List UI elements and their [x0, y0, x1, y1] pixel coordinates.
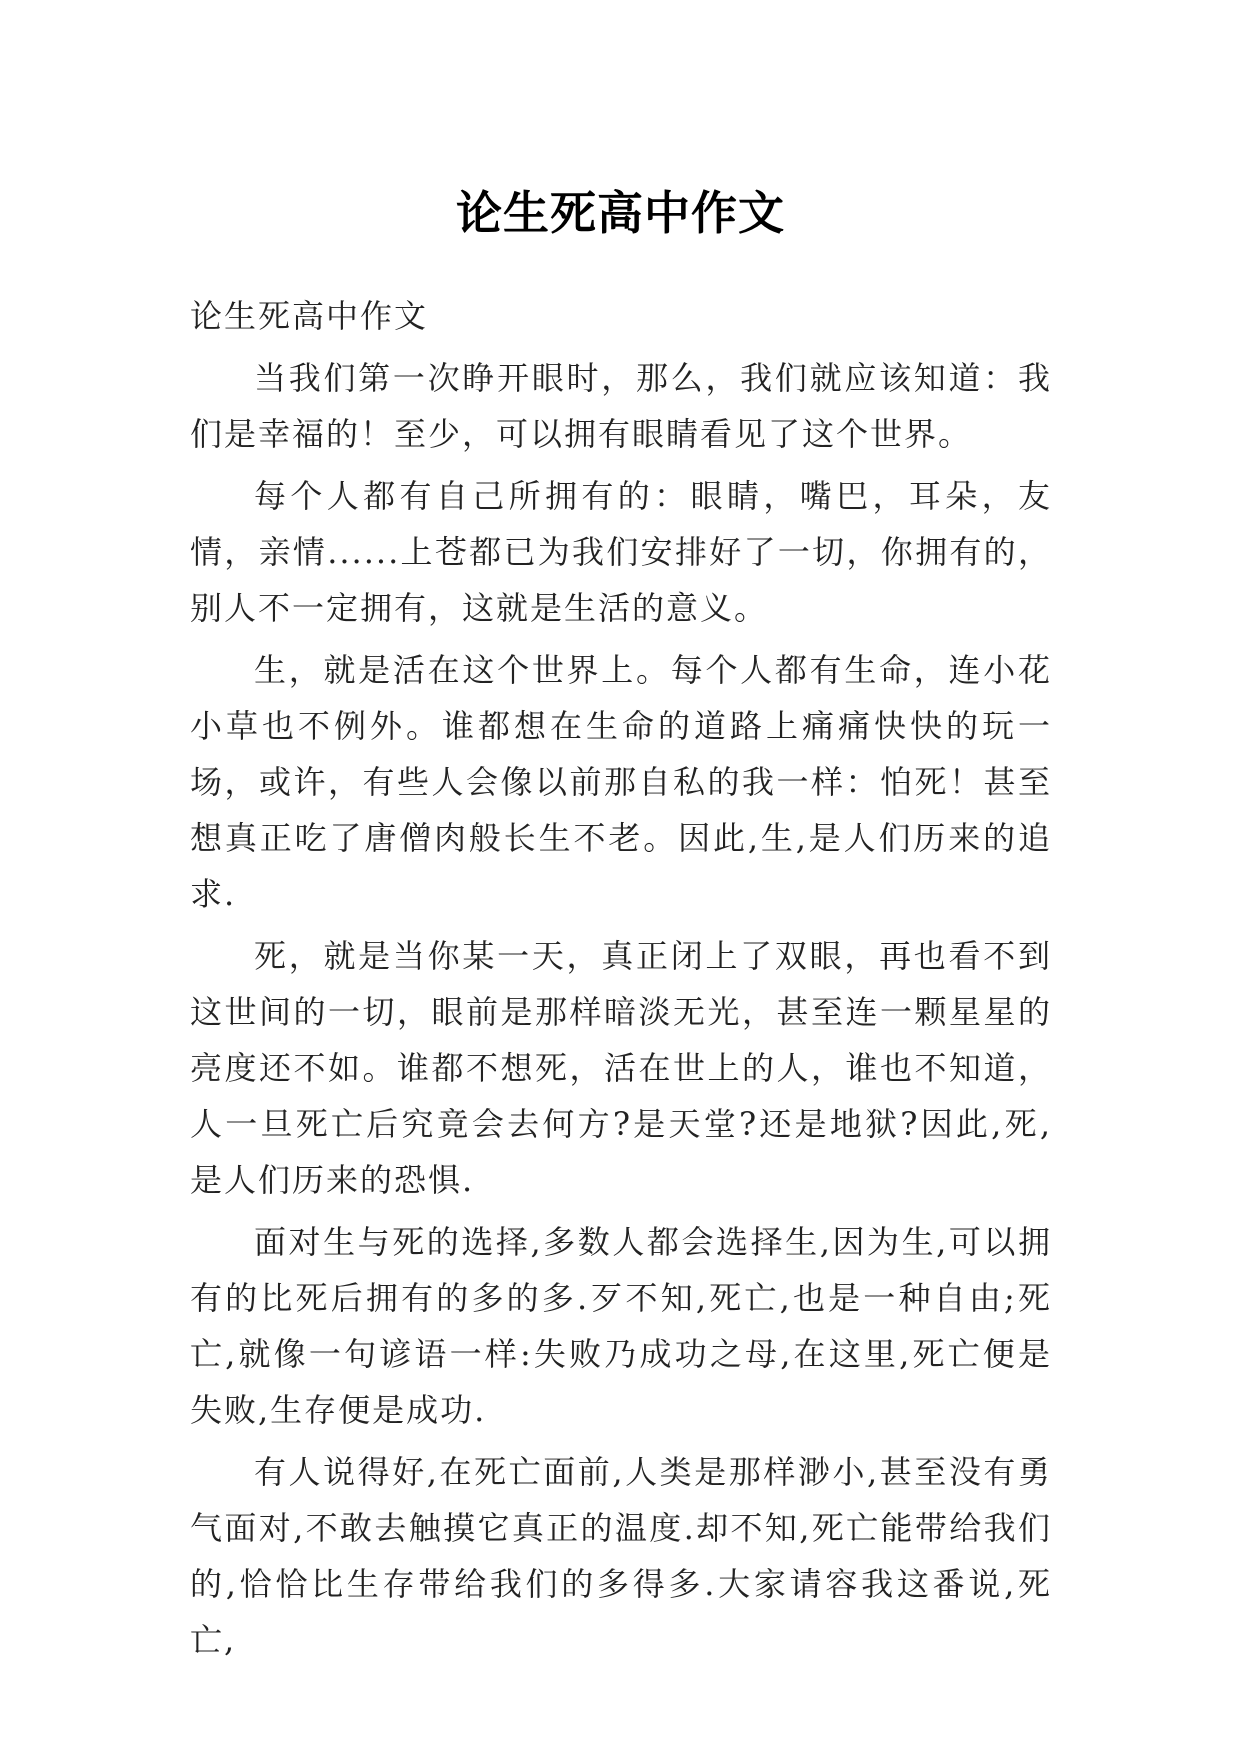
paragraph-4: 死，就是当你某一天，真正闭上了双眼，再也看不到这世间的一切，眼前是那样暗淡无光，甚至连一颗星星的亮度还不如。谁都不想死，活在世上的人，谁也不知道，人一旦死亡后究竟会去何方?是天堂?还是地狱?因此,死,是人们历来的恐惧. [190, 937, 1052, 1199]
paragraph-3: 生，就是活在这个世界上。每个人都有生命，连小花小草也不例外。谁都想在生命的道路上痛痛快快的玩一场，或许，有些人会像以前那自私的我一样：怕死！甚至想真正吃了唐僧肉般长生不老。因此,生,是人们历来的追求. [190, 651, 1052, 913]
paragraph-5: 面对生与死的选择,多数人都会选择生,因为生,可以拥有的比死后拥有的多的多.歹不知,死亡,也是一种自由;死亡,就像一句谚语一样:失败乃成功之母,在这里,死亡便是失败,生存便是成功. [190, 1223, 1052, 1429]
document-body [190, 288, 1052, 1674]
document-title: 论生死高中作文 [456, 185, 785, 240]
paragraph-2: 每个人都有自己所拥有的：眼睛，嘴巴，耳朵，友情，亲情......上苍都已为我们安排好了一切，你拥有的，别人不一定拥有，这就是生活的意义。 [190, 477, 1052, 627]
paragraph-1: 当我们第一次睁开眼时，那么，我们就应该知道：我们是幸福的！至少，可以拥有眼睛看见了这个世界。 [190, 359, 1052, 453]
paragraph-6: 有人说得好,在死亡面前,人类是那样渺小,甚至没有勇气面对,不敢去触摸它真正的温度.却不知,死亡能带给我们的,恰恰比生存带给我们的多得多.大家请容我这番说,死亡, [190, 1453, 1052, 1659]
article-heading: 论生死高中作文 [190, 297, 429, 335]
